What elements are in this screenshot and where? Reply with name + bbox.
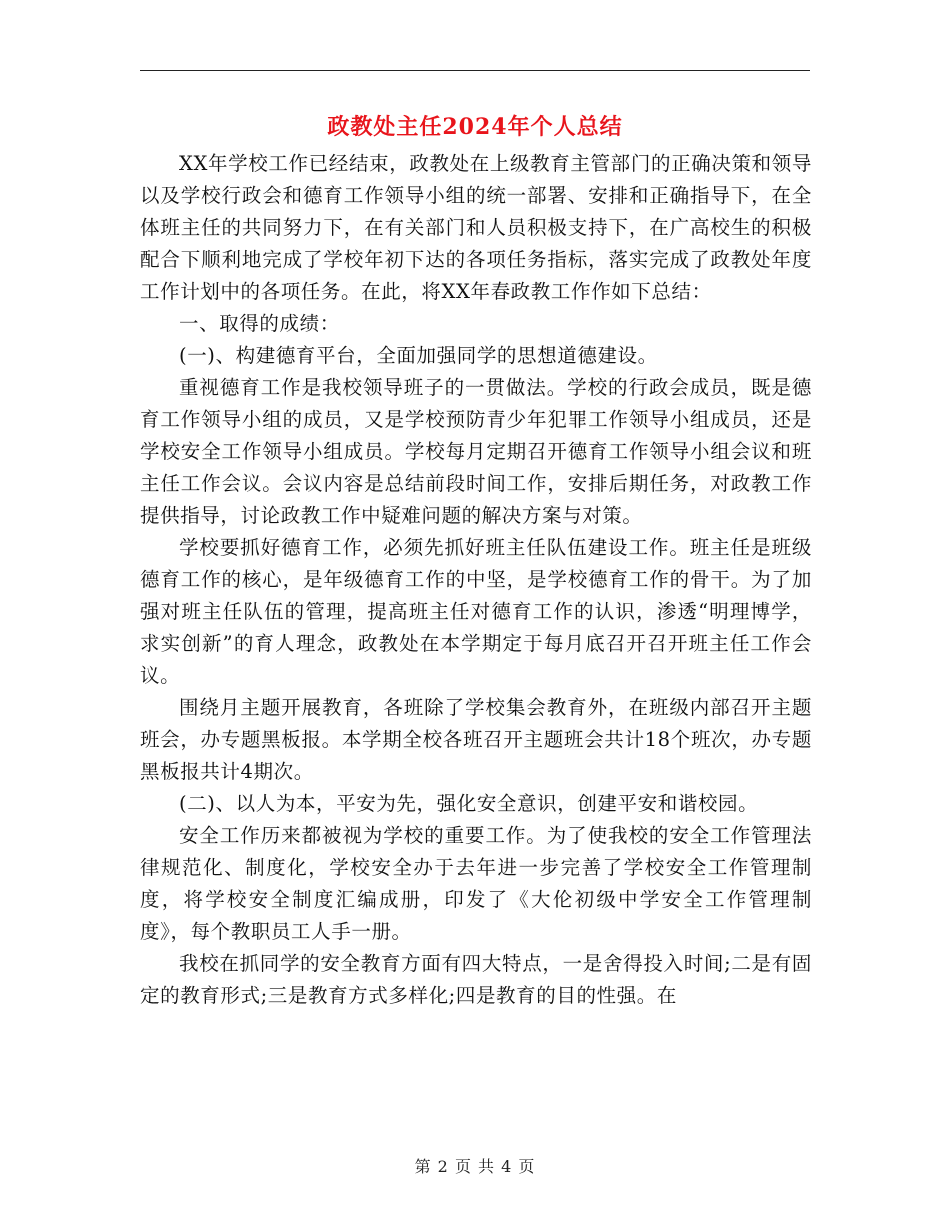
subheading-safety: (二)、以人为本，平安为先，强化安全意识，创建平安和谐校园。 — [179, 792, 759, 815]
subheading-moral-platform: (一)、构建德育平台，全面加强同学的思想道德建设。 — [179, 344, 658, 367]
paragraph-intro: XX年学校工作已经结束，政教处在上级教育主管部门的正确决策和领导以及学校行政会和德育工作领导小组的统一部署、安排和正确指导下，在全体班主任的共同努力下，在有关部门和人员积极支持下，在广高校生的积极配合下顺利地完成了学校年初下达的各项任务指标，落实完成了政教处年度工作计划中的各项任务。在此，将XX年春政教工作作如下总结： — [140, 152, 812, 303]
paragraph-safety-education: 我校在抓同学的安全教育方面有四大特点，一是舍得投入时间;二是有固定的教育形式;三是教育方式多样化;四是教育的目的性强。在 — [140, 952, 812, 1007]
paragraph-safety-management: 安全工作历来都被视为学校的重要工作。为了使我校的安全工作管理法律规范化、制度化，学校安全办于去年进一步完善了学校安全工作管理制度，将学校安全制度汇编成册，印发了《大伦初级中学安全工作管理制度》，每个教职员工人手一册。 — [140, 824, 812, 943]
section-heading-achievements: 一、取得的成绩： — [179, 312, 340, 335]
paragraph-monthly-theme: 围绕月主题开展教育，各班除了学校集会教育外，在班级内部召开主题班会，办专题黑板报。本学期全校各班召开主题班会共计18个班次，办专题黑板报共计4期次。 — [140, 696, 812, 783]
header-rule — [140, 70, 810, 71]
page-number-footer: 第 2 页 共 4 页 — [414, 1157, 536, 1176]
paragraph-leadership: 重视德育工作是我校领导班子的一贯做法。学校的行政会成员，既是德育工作领导小组的成员，又是学校预防青少年犯罪工作领导小组成员，还是学校安全工作领导小组成员。学校每月定期召开德育工作领导小组会议和班主任工作会议。会议内容是总结前段时间工作，安排后期任务，对政教工作提供指导，讨论政教工作中疑难问题的解决方案与对策。 — [140, 376, 812, 527]
document-body — [140, 148, 812, 1012]
paragraph-head-teachers: 学校要抓好德育工作，必须先抓好班主任队伍建设工作。班主任是班级德育工作的核心，是年级德育工作的中坚，是学校德育工作的骨干。为了加强对班主任队伍的管理，提高班主任对德育工作的认识，渗透“明理博学，求实创新”的育人理念，政教处在本学期定于每月底召开召开班主任工作会议。 — [140, 536, 812, 687]
document-title: 政教处主任2024年个人总结 — [327, 114, 623, 140]
